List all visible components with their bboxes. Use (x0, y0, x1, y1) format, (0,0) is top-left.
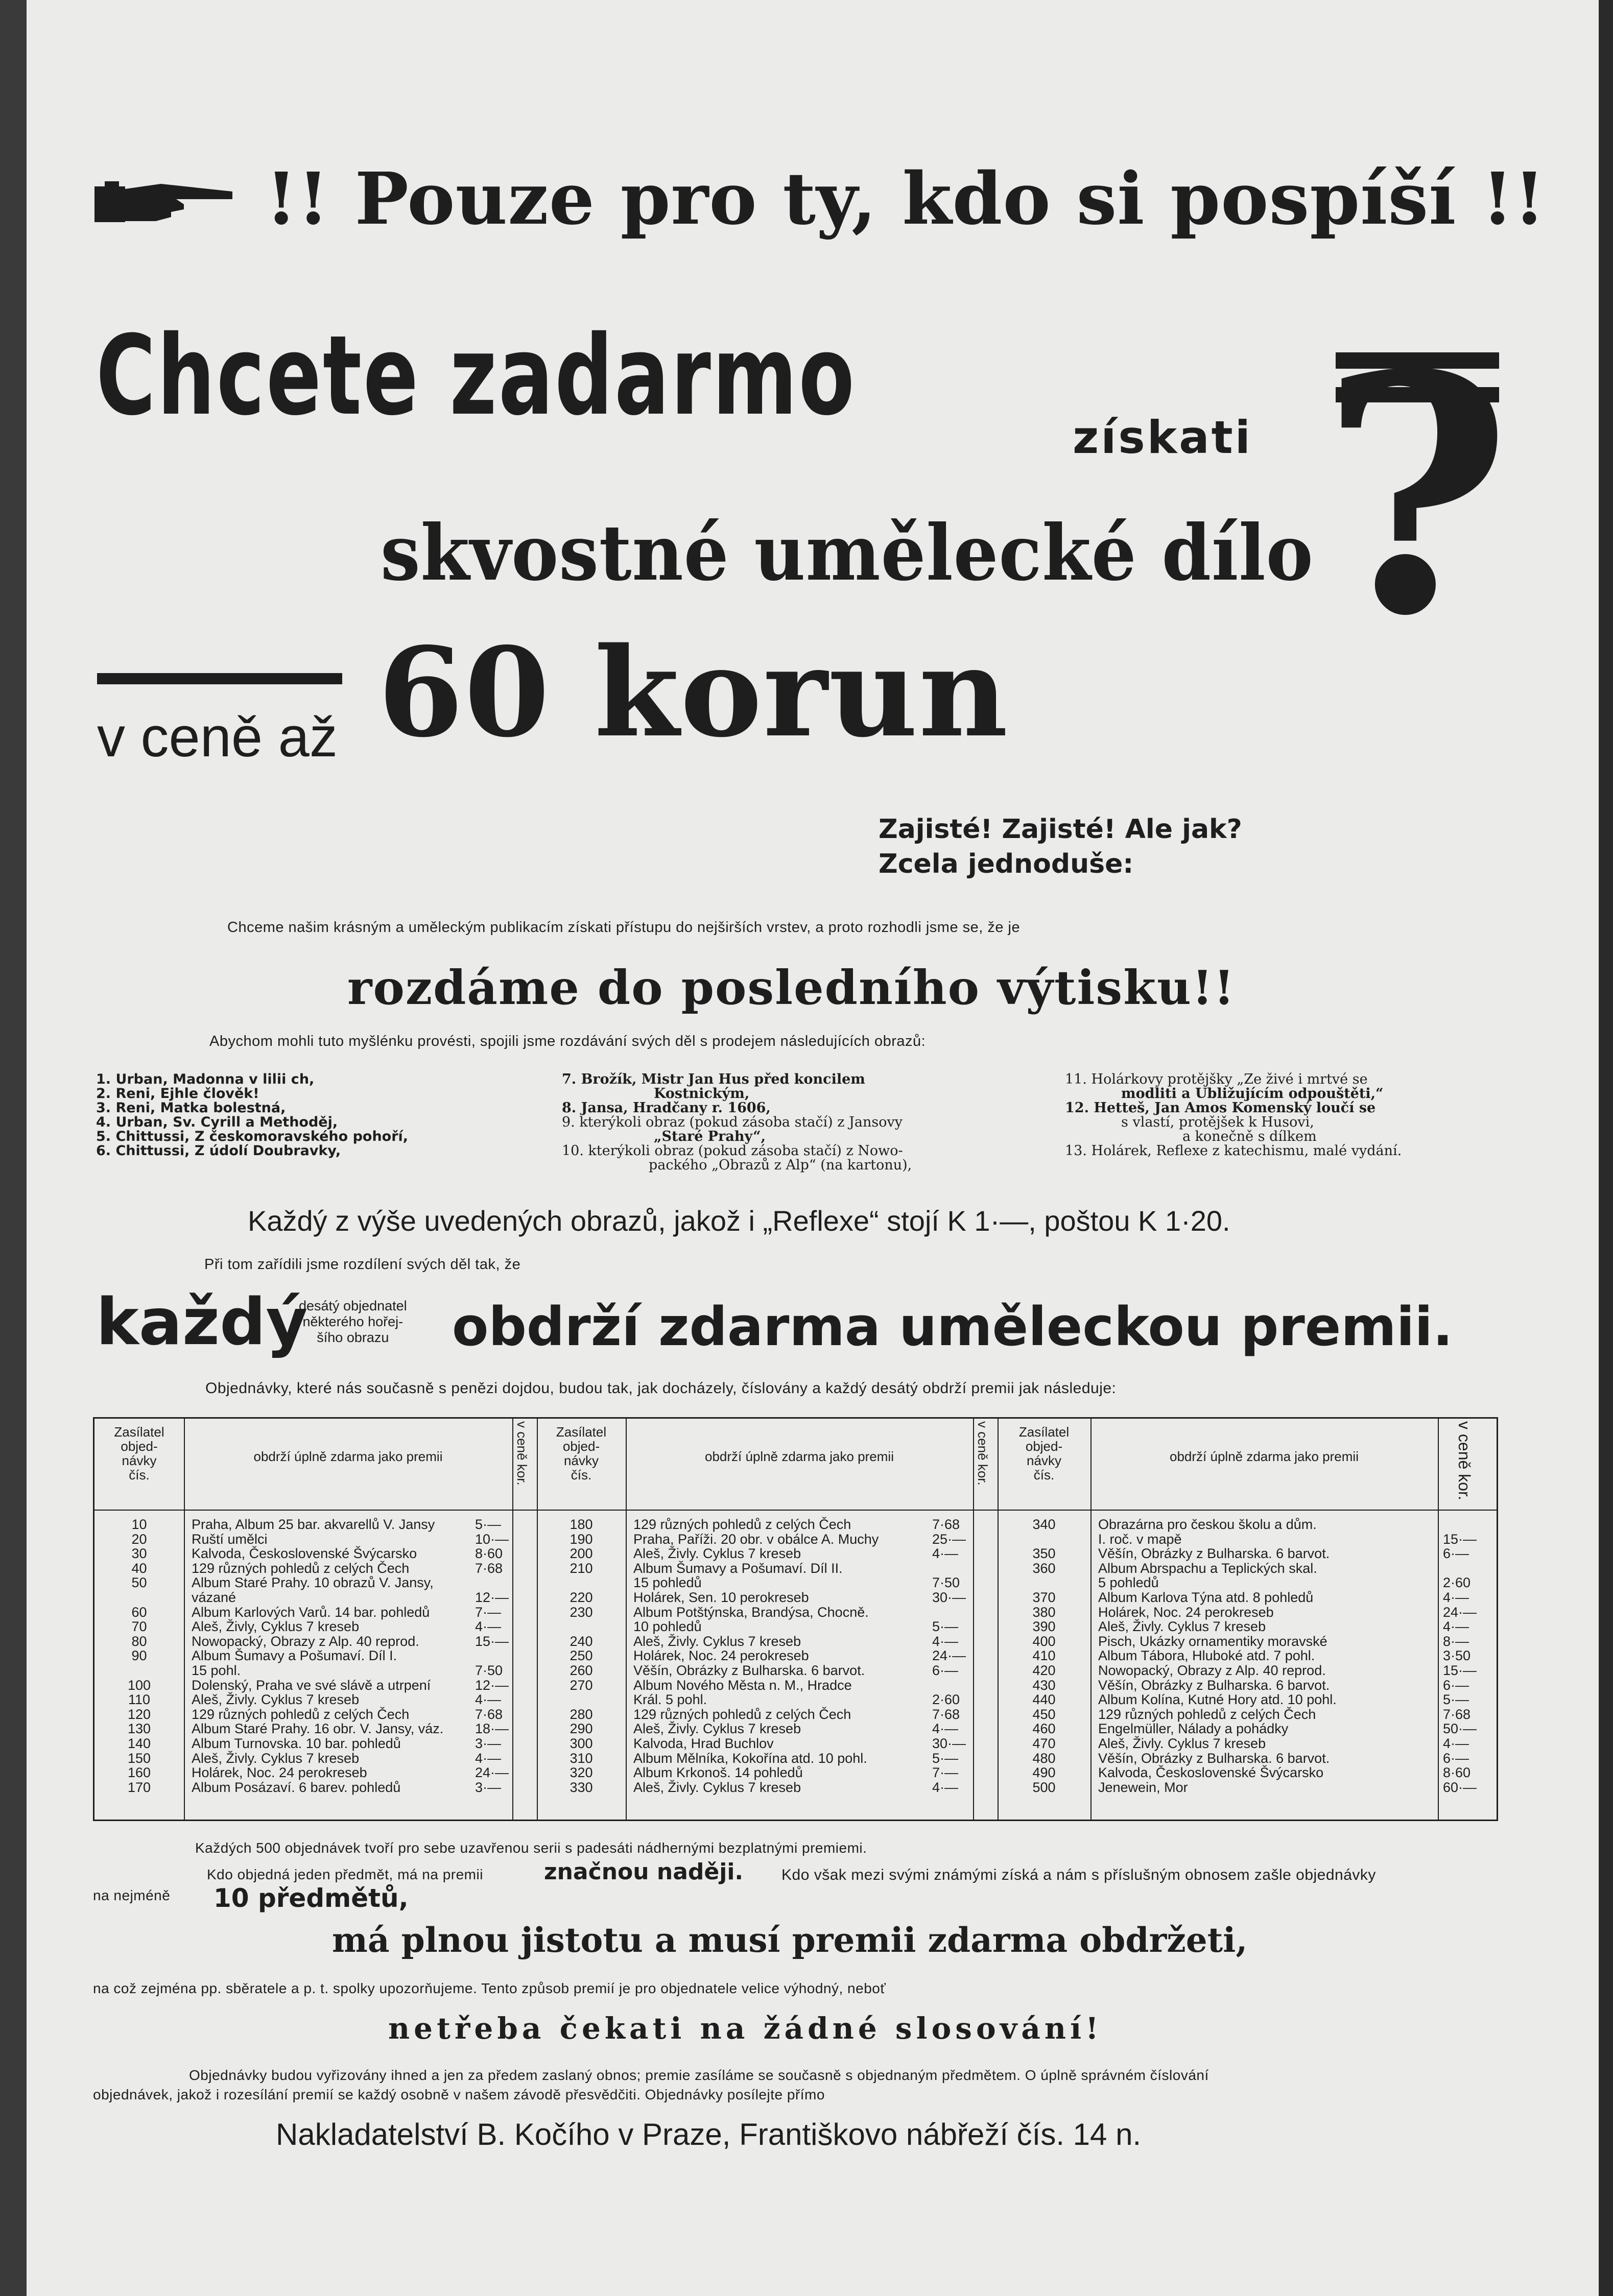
table-cell: 130 (127, 1721, 151, 1737)
table-cell: 6·— (1443, 1546, 1469, 1562)
table-cell: 180 (570, 1517, 593, 1532)
table-cell: 15 pohl. (192, 1662, 241, 1678)
table-cell: 7·68 (932, 1706, 960, 1722)
footer-text: Kdo však mezi svými známými získá a nám s příslušným obnosem zašle objednávky (781, 1867, 1376, 1883)
table-cell (932, 1561, 970, 1576)
header-order-no: Zasílatel objed- návky čís. (1018, 1424, 1070, 1482)
col-prices (475, 1517, 511, 1795)
footer-no-draw: netřeba čekati na žádné slosování! (388, 2011, 1103, 2046)
header-gets: obdrží úplně zdarma jako premii (1170, 1449, 1359, 1464)
table-cell: Album Turnovska. 10 bar. pohledů (192, 1735, 401, 1751)
table-cell: 129 různých pohledů z celých Čech (192, 1560, 410, 1576)
table-cell: 360 (1032, 1560, 1056, 1576)
table-cell: Dolenský, Praha ve své slávě a utrpení (192, 1677, 431, 1693)
header-order-no: Zasílatel objed- návky čís. (556, 1424, 607, 1482)
table-cell: 24·— (475, 1765, 509, 1781)
col-premium-items (192, 1517, 508, 1795)
table-cell: 160 (127, 1765, 151, 1781)
table-cell: 270 (570, 1677, 593, 1693)
table-cell: 15·— (1443, 1662, 1477, 1678)
table-cell: 2·60 (1443, 1575, 1471, 1591)
footer-text: Každých 500 objednávek tvoří pro sebe uzavřenou serii s padesáti nádhernými bezplatnými premiemi. (195, 1840, 867, 1856)
footer-emphasis: značnou naději. (544, 1859, 744, 1885)
list-item: 9. kterýkoli obraz (pokud zásoba stačí) z Jansovy (562, 1114, 903, 1130)
table-cell: vázané (192, 1589, 236, 1605)
table-cell: 420 (1032, 1662, 1056, 1678)
table-cell: 310 (570, 1750, 593, 1766)
table-cell: Král. 5 pohl. (633, 1692, 707, 1708)
list-item: a konečně s dílkem (1182, 1129, 1317, 1144)
table-cell: 8·60 (1443, 1765, 1471, 1781)
table-cell: 200 (570, 1546, 593, 1562)
each-word: každý (96, 1284, 308, 1359)
each-small-line: šího obrazu (317, 1330, 389, 1345)
table-cell: 320 (570, 1765, 593, 1781)
table-cell: Album Abrspachu a Teplických skal. (1098, 1560, 1317, 1576)
col-order-numbers (94, 1517, 184, 1795)
table-cell: Aleš, Živly. Cyklus 7 kreseb (1098, 1735, 1266, 1751)
list-item: 8. Jansa, Hradčany r. 1606, (562, 1100, 771, 1116)
table-cell: Aleš, Živly. Cyklus 7 kreseb (633, 1779, 801, 1795)
table-cell: 190 (570, 1531, 593, 1547)
table-cell: 4·— (932, 1721, 959, 1737)
each-small-note (299, 1298, 407, 1346)
table-divider (973, 1419, 974, 1820)
table-cell: Kalvoda, Hrad Buchlov (633, 1735, 774, 1751)
table-cell: 129 různých pohledů z celých Čech (192, 1706, 410, 1722)
table-cell: Věšín, Obrázky z Bulharska. 6 barvot. (1098, 1546, 1330, 1562)
title-price: 60 korun (378, 620, 1009, 764)
table-cell: 290 (570, 1721, 593, 1737)
price-line: Každý z výše uvedených obrazů, jakož i „Reflexe“ stojí K 1·—, poštou K 1·20. (248, 1205, 1230, 1237)
title-price-lead: v ceně až (97, 706, 338, 769)
list-item: 6. Chittussi, Z údolí Doubravky, (96, 1143, 341, 1159)
footer-text: na což zejména pp. sběratele a p. t. spolky upozorňujeme. Tento způsob premií je pro objednatele velice výhodný, neboť (93, 1980, 886, 1996)
table-cell: 15·— (475, 1633, 509, 1649)
exclamation-block (879, 812, 1242, 881)
table-cell: Kalvoda, Československé Švýcarsko (1098, 1765, 1324, 1781)
table-cell: 2·60 (932, 1692, 960, 1708)
footer-text: Objednávky budou vyřizovány ihned a jen za předem zaslaný obnos; premie zasíláme se současně s objednaným předmětem. O úplně správném číslování (189, 2067, 1209, 2083)
table-cell: 7·50 (475, 1662, 503, 1678)
table-cell: 30 (131, 1546, 147, 1562)
list-item: 7. Brožík, Mistr Jan Hus před koncilem (562, 1071, 865, 1087)
intro-text-2: Abychom mohli tuto myšlénku provésti, spojili jsme rozdávání svých děl s prodejem následujících obrazů: (209, 1033, 926, 1049)
table-cell: Album Mělníka, Kokořína atd. 10 pohl. (633, 1750, 867, 1766)
table-cell: Aleš, Živly. Cyklus 7 kreseb (633, 1633, 801, 1649)
table-cell: 5·— (1443, 1692, 1469, 1708)
table-cell: 110 (128, 1692, 151, 1708)
list-item: 10. kterýkoli obraz (pokud zásoba stačí) z Nowo- (562, 1143, 903, 1159)
table-divider (184, 1419, 185, 1820)
table-cell: 10 (131, 1517, 147, 1532)
table-cell (537, 1575, 626, 1590)
pointing-hand-icon (94, 176, 238, 225)
table-cell: 129 různých pohledů z celých Čech (633, 1517, 851, 1532)
table-cell: 100 (127, 1677, 151, 1693)
page-edge-right (1599, 0, 1613, 2296)
table-cell: Ruští umělci (192, 1531, 268, 1547)
list-item: 3. Reni, Matka bolestná, (96, 1100, 286, 1116)
col-premium-items (1098, 1517, 1425, 1795)
col-order-numbers (537, 1517, 626, 1795)
table-cell: 4·— (475, 1692, 502, 1708)
table-cell: 30·— (932, 1589, 966, 1605)
table-cell: 25·— (932, 1531, 966, 1547)
footer-text: objednávek, jakož i rozesílání premií se každý osobně v našem závodě přesvědčiti. Objednávky posílejte přímo (93, 2087, 825, 2102)
table-cell: 60 (131, 1604, 147, 1620)
table-cell: 15 pohledů (633, 1575, 702, 1591)
table-cell: 70 (131, 1619, 147, 1635)
title-getting: získati (1073, 411, 1252, 464)
table-cell: Věšín, Obrázky z Bulharska. 6 barvot. (1098, 1750, 1330, 1766)
table-cell: 12·— (475, 1589, 509, 1605)
table-cell: 480 (1032, 1750, 1056, 1766)
table-cell: 4·— (1443, 1589, 1469, 1605)
table-cell: 10·— (475, 1531, 509, 1547)
table-cell: Kalvoda, Československé Švýcarsko (192, 1546, 417, 1562)
pictures-list-1 (96, 1072, 408, 1158)
table-cell: Album Staré Prahy. 16 obr. V. Jansy, váz. (192, 1721, 444, 1737)
table-cell: 430 (1032, 1677, 1056, 1693)
table-cell: Nowopacký, Obrazy z Alp. 40 reprod. (1098, 1662, 1326, 1678)
table-cell: 12·— (475, 1677, 509, 1693)
table-cell: 380 (1032, 1604, 1056, 1620)
table-divider (626, 1419, 627, 1820)
table-cell: Praha, Paříži. 20 obr. v obálce A. Muchy (633, 1531, 879, 1547)
title-line2: skvostné umělecké dílo (381, 508, 1314, 598)
table-cell: 490 (1032, 1765, 1056, 1781)
table-cell: Album Potštýnska, Brandýsa, Chocně. (633, 1604, 869, 1620)
table-cell: 129 různých pohledů z celých Čech (633, 1706, 851, 1722)
col-premium-items (633, 1517, 950, 1795)
table-cell: 4·— (1443, 1735, 1469, 1751)
table-cell (94, 1663, 184, 1678)
table-cell: 3·50 (1443, 1648, 1471, 1664)
table-cell: 4·— (932, 1546, 959, 1562)
table-cell: 6·— (1443, 1750, 1469, 1766)
table-cell: 140 (127, 1735, 151, 1751)
table-cell: 370 (1032, 1589, 1056, 1605)
table-cell: 250 (570, 1648, 593, 1664)
table-cell: Album Tábora, Hluboké atd. 7 pohl. (1098, 1648, 1315, 1664)
table-cell: 3·— (475, 1735, 502, 1751)
list-item: s vlastí, protějšek k Husovi, (1121, 1114, 1314, 1130)
table-cell: Věšín, Obrázky z Bulharska. 6 barvot. (633, 1662, 865, 1678)
table-cell: 170 (127, 1779, 151, 1795)
each-rest: obdrží zdarma uměleckou premii. (452, 1296, 1453, 1358)
table-cell: 7·68 (1443, 1706, 1471, 1722)
exclaim-line2: Zcela jednoduše: (879, 849, 1134, 879)
table-cell: 30·— (932, 1735, 966, 1751)
table-cell: 7·68 (475, 1706, 503, 1722)
table-cell: 240 (570, 1633, 593, 1649)
title-line1: Chcete zadarmo (96, 312, 856, 440)
header-price: v ceně kor. (975, 1421, 990, 1486)
table-cell: Album Posázaví. 6 barev. pohledů (192, 1779, 401, 1795)
table-cell: Album Kolína, Kutné Hory atd. 10 pohl. (1098, 1692, 1337, 1708)
table-cell: 20 (131, 1531, 147, 1547)
table-cell: 280 (570, 1706, 593, 1722)
rule-divider (97, 673, 342, 684)
table-cell: Věšín, Obrázky z Bulharska. 6 barvot. (1098, 1677, 1330, 1693)
table-cell: 500 (1032, 1779, 1056, 1795)
header-order-no: Zasílatel objed- návky čís. (114, 1424, 164, 1482)
table-cell: 90 (131, 1648, 147, 1664)
table-cell: I. roč. v mapě (1098, 1531, 1182, 1547)
table-cell: 460 (1032, 1721, 1056, 1737)
arrange-text: Při tom zařídili jsme rozdílení svých děl tak, že (204, 1256, 521, 1273)
table-cell: Album Šumavy a Pošumaví. Díl I. (192, 1648, 397, 1664)
table-cell: 450 (1032, 1706, 1056, 1722)
table-cell (1443, 1561, 1494, 1576)
table-cell: 18·— (475, 1721, 509, 1737)
table-cell: Album Krkonoš. 14 pohledů (633, 1765, 803, 1781)
table-cell: Album Staré Prahy. 10 obrazů V. Jansy, (192, 1575, 434, 1591)
table-divider (1090, 1419, 1092, 1820)
table-cell: 50·— (1443, 1721, 1477, 1737)
col-prices (1443, 1517, 1494, 1795)
question-mark: ? (1320, 303, 1512, 687)
table-cell: 440 (1032, 1692, 1056, 1708)
table-cell: 350 (1032, 1546, 1056, 1562)
table-cell: 4·— (932, 1779, 959, 1795)
list-item: 11. Holárkovy protějšky „Ze živé i mrtvé se (1065, 1071, 1368, 1087)
table-cell (94, 1590, 184, 1605)
table-cell: 15·— (1443, 1531, 1477, 1547)
table-cell: 8·60 (475, 1546, 503, 1562)
table-cell: Jenewein, Mor (1098, 1779, 1188, 1795)
footer-text: Kdo objedná jeden předmět, má na premii (207, 1867, 483, 1882)
footer-emphasis: 10 předmětů, (214, 1883, 409, 1913)
table-cell (537, 1692, 626, 1707)
col-order-numbers (998, 1517, 1090, 1795)
table-cell: 5 pohledů (1098, 1575, 1159, 1591)
list-item: 2. Reni, Ejhle člověk! (96, 1086, 259, 1102)
table-divider (94, 1510, 1497, 1511)
exclaim-line1: Zajisté! Zajisté! Ale jak? (879, 814, 1242, 845)
headline: !! Pouze pro ty, kdo si pospíší !! (266, 157, 1546, 241)
table-cell: 60·— (1443, 1779, 1477, 1795)
table-cell: 4·— (475, 1619, 502, 1635)
table-cell: 24·— (1443, 1604, 1477, 1620)
table-cell: 120 (127, 1706, 151, 1722)
table-cell: 8·— (1443, 1633, 1469, 1649)
table-cell (1443, 1517, 1494, 1532)
header-gets: obdrží úplně zdarma jako premii (253, 1449, 443, 1464)
table-cell: Aleš, Živly. Cyklus 7 kreseb (633, 1721, 801, 1737)
table-cell (475, 1648, 511, 1663)
table-cell: Aleš, Živly. Cyklus 7 kreseb (192, 1750, 360, 1766)
table-cell: Aleš, Živly, Cyklus 7 kreseb (192, 1619, 360, 1635)
header-gets: obdrží úplně zdarma jako premii (705, 1449, 894, 1464)
table-cell: 210 (570, 1560, 593, 1576)
table-cell: 7·— (475, 1604, 502, 1620)
table-cell: Album Šumavy a Pošumaví. Díl II. (633, 1560, 843, 1576)
table-cell: Album Nového Města n. M., Hradce (633, 1677, 852, 1693)
table-cell: 80 (131, 1633, 147, 1649)
table-cell (932, 1605, 970, 1620)
table-cell: 40 (131, 1560, 147, 1576)
list-item: 5. Chittussi, Z českomoravského pohoří, (96, 1129, 409, 1144)
list-item: Kostnickým, (654, 1086, 750, 1102)
table-cell: 390 (1032, 1619, 1056, 1635)
orders-note: Objednávky, které nás současně s penězi dojdou, budou tak, jak docházely, číslovány a každý desátý obdrží premii jak následuje: (205, 1380, 1117, 1397)
header-price: v ceně kor. (1455, 1421, 1474, 1500)
col-prices (932, 1517, 970, 1795)
premium-table (93, 1417, 1498, 1821)
table-divider (512, 1419, 513, 1820)
footer-text: na nejméně (93, 1887, 171, 1903)
table-cell: 7·68 (475, 1560, 503, 1576)
list-item: 4. Urban, Sv. Cyrill a Methoděj, (96, 1114, 338, 1130)
table-cell: 24·— (932, 1648, 966, 1664)
list-item: 12. Hetteš, Jan Amos Komenský loučí se (1065, 1100, 1376, 1116)
table-cell: Nowopacký, Obrazy z Alp. 40 reprod. (192, 1633, 419, 1649)
table-cell: 50 (131, 1575, 147, 1591)
table-cell (932, 1678, 970, 1693)
table-cell: 6·— (1443, 1677, 1469, 1693)
table-cell: Album Karlových Varů. 14 bar. pohledů (192, 1604, 430, 1620)
intro-text: Chceme našim krásným a uměleckým publikacím získati přístupu do nejširších vrstev, a proto rozhodli jsme se, že je (227, 919, 1021, 936)
table-cell: 5·— (475, 1517, 502, 1532)
page-edge-left (0, 0, 27, 2296)
table-cell: Album Karlova Týna atd. 8 pohledů (1098, 1589, 1314, 1605)
table-cell: Aleš, Živly. Cyklus 7 kreseb (1098, 1619, 1266, 1635)
table-divider (1438, 1419, 1439, 1820)
table-cell: Praha, Album 25 bar. akvarellů V. Jansy (192, 1517, 435, 1532)
each-small-line: desátý objednatel (299, 1298, 407, 1313)
table-cell: 4·— (475, 1750, 502, 1766)
table-cell: Aleš, Živly. Cyklus 7 kreseb (633, 1546, 801, 1562)
table-cell: 7·50 (932, 1575, 960, 1591)
table-cell: 470 (1032, 1735, 1056, 1751)
table-cell (998, 1575, 1090, 1590)
table-cell: 300 (570, 1735, 593, 1751)
table-cell: 3·— (475, 1779, 502, 1795)
publisher-line: Nakladatelství B. Kočího v Praze, Františkovo nábřeží čís. 14 n. (276, 2117, 1142, 2151)
list-item: 13. Holárek, Reflexe z katechismu, malé vydání. (1065, 1143, 1402, 1159)
table-cell: 5·— (932, 1750, 959, 1766)
table-cell: Holárek, Noc. 24 perokreseb (1098, 1604, 1274, 1620)
table-cell: 7·— (932, 1765, 959, 1781)
list-item: 1. Urban, Madonna v lilii ch, (96, 1071, 315, 1087)
table-cell (537, 1619, 626, 1634)
table-cell: Pisch, Ukázky ornamentiky moravské (1098, 1633, 1327, 1649)
pictures-list-2 (562, 1072, 912, 1173)
table-cell: 340 (1032, 1517, 1056, 1532)
table-cell: Obrazárna pro českou školu a dům. (1098, 1517, 1317, 1532)
distribute-headline: rozdáme do posledního výtisku!! (347, 960, 1236, 1015)
table-cell: 5·— (932, 1619, 959, 1635)
table-cell: Engelmüller, Nálady a pohádky (1098, 1721, 1289, 1737)
table-cell: 4·— (932, 1633, 959, 1649)
table-cell: 230 (570, 1604, 593, 1620)
table-cell: 6·— (932, 1662, 959, 1678)
table-cell: 260 (570, 1662, 593, 1678)
table-cell: 220 (570, 1589, 593, 1605)
table-cell (998, 1532, 1090, 1547)
table-cell (475, 1575, 511, 1590)
table-cell: 4·— (1443, 1619, 1469, 1635)
table-cell: 400 (1032, 1633, 1056, 1649)
pictures-list-3 (1065, 1072, 1402, 1158)
table-cell: 330 (570, 1779, 593, 1795)
table-cell: Holárek, Noc. 24 perokreseb (192, 1765, 367, 1781)
table-cell: Aleš, Živly. Cyklus 7 kreseb (192, 1692, 360, 1708)
table-cell: 129 různých pohledů z celých Čech (1098, 1706, 1316, 1722)
header-price: v ceně kor. (514, 1421, 530, 1486)
table-cell: 410 (1032, 1648, 1056, 1664)
list-item: modliti a Ubližujícím odpouštěti,“ (1121, 1086, 1384, 1102)
each-small-line: některého hořej- (302, 1314, 404, 1329)
table-cell: 150 (127, 1750, 151, 1766)
table-cell: 10 pohledů (633, 1619, 702, 1635)
table-cell: Holárek, Noc. 24 perokreseb (633, 1648, 809, 1664)
list-item: „Staré Prahy“, (654, 1129, 766, 1144)
table-cell: Holárek, Sen. 10 perokreseb (633, 1589, 809, 1605)
list-item: packého „Obrazů z Alp“ (na kartonu), (649, 1157, 912, 1173)
table-cell: 7·68 (932, 1517, 960, 1532)
footer-certainty: má plnou jistotu a musí premii zdarma obdržeti, (332, 1920, 1248, 1960)
